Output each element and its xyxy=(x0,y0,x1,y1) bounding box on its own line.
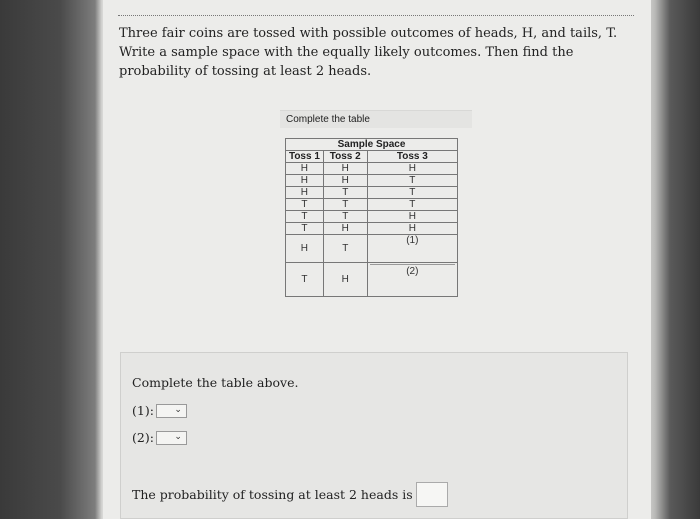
chevron-down-icon: ⌄ xyxy=(174,431,182,442)
cell: H xyxy=(323,163,367,175)
table-caption: Sample Space xyxy=(286,139,458,151)
sample-space-table xyxy=(285,138,458,297)
slot-1-label: (1): xyxy=(132,403,154,418)
cell: T xyxy=(367,187,457,199)
question-text: Three fair coins are tossed with possible outcomes of heads, H, and tails, T. Write a sample space with the equally likely outcomes. Then find the probability of tossing at least 2 heads. xyxy=(119,26,618,79)
cell: T xyxy=(286,223,324,235)
cell: T xyxy=(323,235,367,263)
cell: H xyxy=(323,175,367,187)
blank-label-2: (2) xyxy=(406,266,419,277)
cell: H xyxy=(367,223,457,235)
cell: H xyxy=(367,211,457,223)
table-row xyxy=(286,163,458,175)
cell: H xyxy=(286,163,324,175)
slot-1-dropdown[interactable] xyxy=(156,404,187,418)
header-toss-3: Toss 3 xyxy=(367,151,457,163)
cell: H xyxy=(367,163,457,175)
table-row-blank-2 xyxy=(286,263,458,297)
cell: T xyxy=(323,199,367,211)
cell: H xyxy=(323,223,367,235)
cell: H xyxy=(286,175,324,187)
table-row xyxy=(286,187,458,199)
cell: T xyxy=(367,175,457,187)
answer-slot-1 xyxy=(132,403,187,418)
probability-input[interactable] xyxy=(416,482,448,507)
chevron-down-icon: ⌄ xyxy=(174,404,182,415)
probability-prompt: The probability of tossing at least 2 heads is xyxy=(132,487,413,502)
divider xyxy=(118,15,634,16)
cell: T xyxy=(286,263,324,297)
slot-2-label: (2): xyxy=(132,430,154,445)
cell: T xyxy=(323,211,367,223)
cell: H xyxy=(286,187,324,199)
probability-row xyxy=(132,482,448,507)
cell: T xyxy=(286,199,324,211)
table-row xyxy=(286,223,458,235)
answer-slot-2 xyxy=(132,430,187,445)
table-row-blank-1 xyxy=(286,235,458,263)
table-panel-title: Complete the table xyxy=(286,114,370,125)
table-row xyxy=(286,175,458,187)
cell: H xyxy=(286,235,324,263)
blank-cell-1[interactable] xyxy=(367,235,457,263)
blank-cell-2[interactable] xyxy=(367,263,457,297)
cell: T xyxy=(286,211,324,223)
cell: H xyxy=(323,263,367,297)
slot-2-dropdown[interactable] xyxy=(156,431,187,445)
cell: T xyxy=(323,187,367,199)
header-toss-1: Toss 1 xyxy=(286,151,324,163)
blank-label-1: (1) xyxy=(406,235,419,246)
instruction-text: Complete the table above. xyxy=(132,375,299,390)
table-row xyxy=(286,211,458,223)
cell: T xyxy=(367,199,457,211)
header-toss-2: Toss 2 xyxy=(323,151,367,163)
table-row xyxy=(286,199,458,211)
